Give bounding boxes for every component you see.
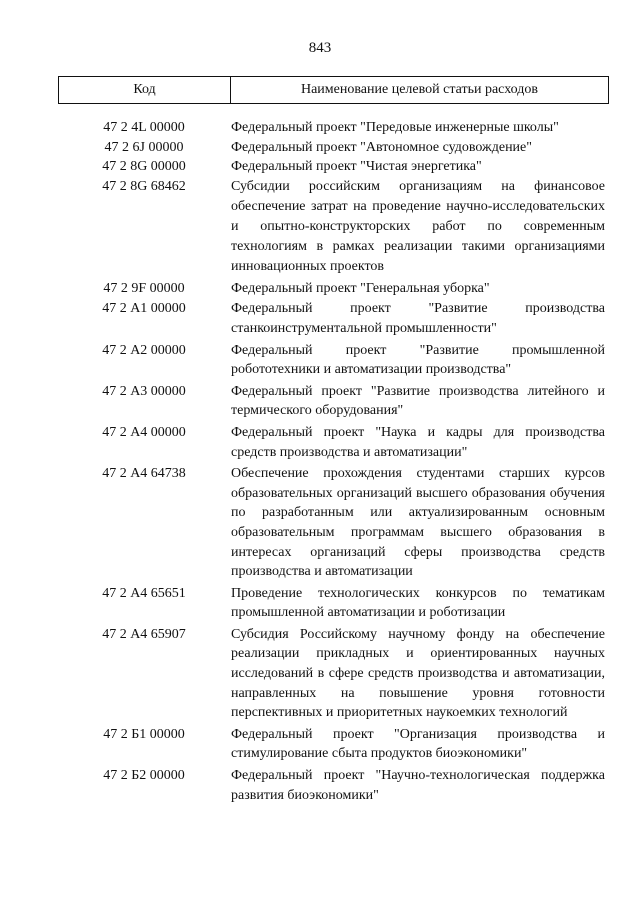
table-row [58,279,609,299]
row-code: 47 2 8G 68462 [102,178,186,194]
table-body [58,118,609,805]
header-code: Код [59,77,231,103]
row-name: Обеспечение прохождения студентами старших курсов образовательных организаций высшего образования обучения по разработанным или актуализированным основным образовательным программам высшего образования в интересах организаций сферы производства средств производства и автоматизации [231,466,605,580]
table-header [58,76,609,104]
table-row [58,625,609,723]
row-name: Федеральный проект "Генеральная уборка" [231,280,490,296]
table-row [58,299,609,338]
table-row [58,157,609,177]
table-row [58,177,609,277]
row-code: 47 2 А4 64738 [102,466,186,482]
row-code: 47 2 Б2 00000 [103,768,185,784]
row-name: Федеральный проект "Организация производства и стимулирование сбыта продуктов биоэкономики" [231,726,605,762]
row-name: Федеральный проект "Автономное судовождение" [231,139,532,155]
row-code: 47 2 8G 00000 [102,159,186,175]
row-code: 47 2 А3 00000 [102,383,186,399]
row-name: Субсидии российским организациям на финансовое обеспечение затрат на проведение научно-исследовательских и опытно-конструкторских работ по современным технологиям в рамках реализации такими организациями инновационных проектов [231,178,605,274]
table-row [58,382,609,421]
header-name: Наименование целевой статьи расходов [300,82,539,97]
table-row [58,584,609,623]
row-code: 47 2 А1 00000 [102,301,186,317]
row-name: Федеральный проект "Научно-технологическая поддержка развития биоэкономики" [231,768,605,803]
table-row [58,423,609,462]
row-code: 47 2 А4 65651 [102,585,186,601]
table-row [58,464,609,582]
row-name: Субсидия Российскому научному фонду на обеспечение реализации прикладных и ориентированных научных исследований в сфере средств производства и автоматизации, направленных на повышение уровня готовности перспективных и приоритетных наукоемких технологий [231,626,605,721]
row-name: Проведение технологических конкурсов по тематикам промышленной автоматизации и роботизации [231,585,605,621]
row-name: Федеральный проект "Передовые инженерные школы" [231,120,559,135]
row-code: 47 2 6J 00000 [104,139,184,155]
row-code: 47 2 А4 00000 [102,424,186,440]
row-code: 47 2 Б1 00000 [103,726,185,742]
row-name: Федеральный проект "Наука и кадры для производства средств производства и автоматизации" [231,424,605,460]
table-row [58,118,609,138]
row-name: Федеральный проект "Развитие производства станкоинструментальной промышленности" [231,301,605,336]
row-name: Федеральный проект "Развитие производства литейного и термического оборудования" [231,383,605,419]
table-row [58,725,609,764]
row-name: Федеральный проект "Развитие промышленной робототехники и автоматизации производства" [231,342,605,378]
row-code: 47 2 А4 65907 [102,626,186,642]
row-name: Федеральный проект "Чистая энергетика" [231,159,482,175]
row-code: 47 2 А2 00000 [102,342,186,358]
page-number: 843 [308,40,332,56]
row-code: 47 2 9F 00000 [103,280,185,296]
row-code: 47 2 4L 00000 [103,120,185,135]
table-row [58,138,609,158]
table-row [58,341,609,380]
table-row [58,766,609,805]
